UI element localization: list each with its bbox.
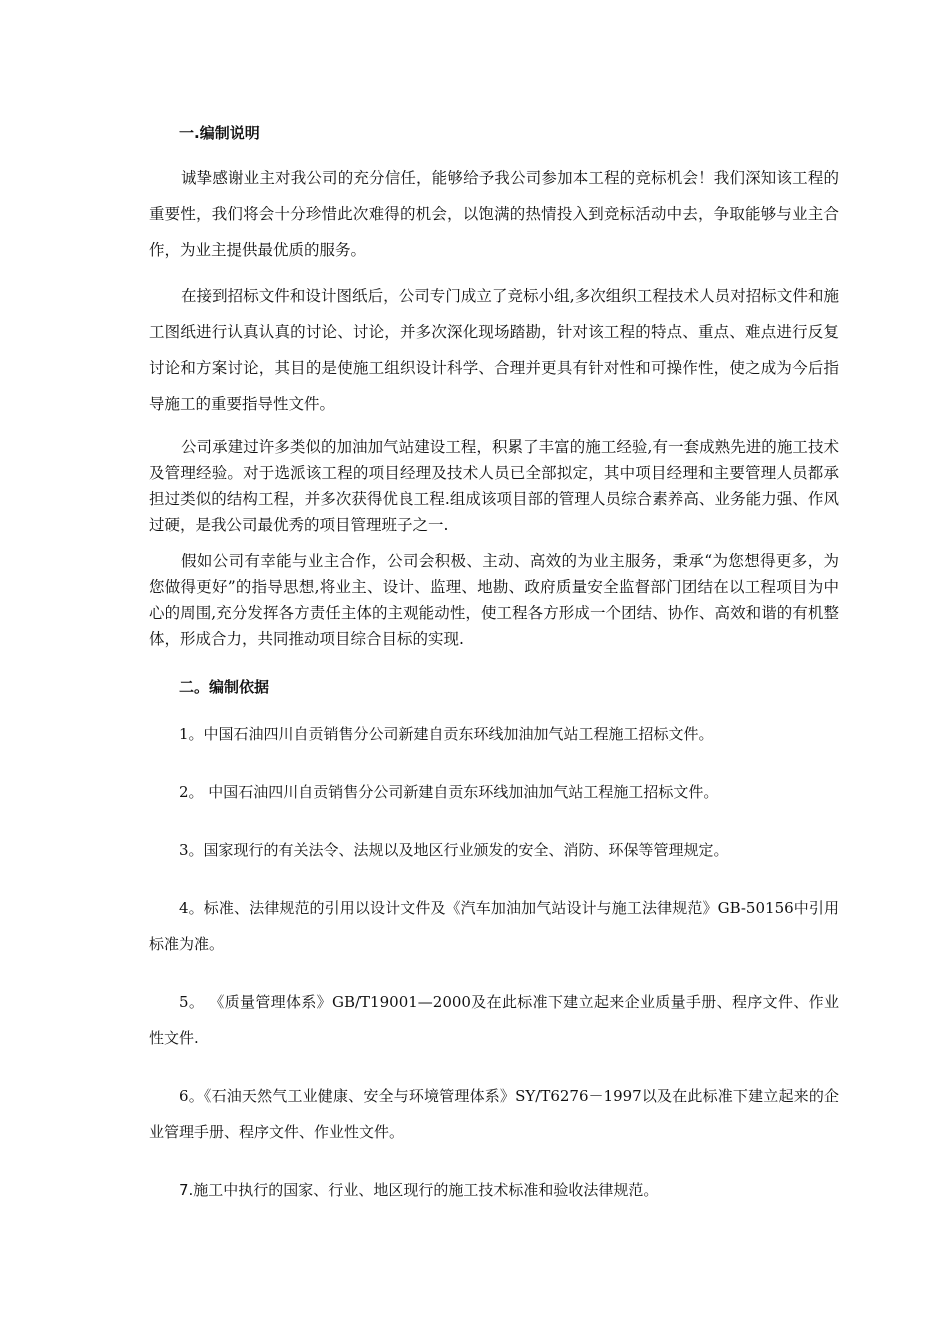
basis-item-5: 5。 《质量管理体系》GB/T19001—2000及在此标准下建立起来企业质量手册、程序文件、作业性文件. xyxy=(149,993,839,1047)
basis-item-3: 3。国家现行的有关法令、法规以及地区行业颁发的安全、消防、环保等管理规定。 xyxy=(179,841,729,859)
basis-item-7: 7.施工中执行的国家、行业、地区现行的施工技术标准和验收法律规范。 xyxy=(179,1181,659,1199)
paragraph-cooperation: 假如公司有幸能与业主合作，公司会积极、主动、高效的为业主服务，秉承“为您想得更多，为您做得更好”的指导思想,将业主、设计、监理、地勘、政府质量安全监督部门团结在以工程项目为中心的周围,充分发挥各方责任主体的主观能动性，使工程各方形成一个团结、协作、高效和谐的有机整体，形成合力，共同推动项目综合目标的实现. xyxy=(149,552,839,648)
section-heading-compilation-basis: 二。编制依据 xyxy=(179,678,270,696)
basis-item-6: 6。《石油天然气工业健康、安全与环境管理体系》SY/T6276－1997以及在此标准下建立起来的企业管理手册、程序文件、作业性文件。 xyxy=(149,1087,839,1141)
paragraph-company-experience: 公司承建过许多类似的加油加气站建设工程，积累了丰富的施工经验,有一套成熟先进的施工技术及管理经验。对于选派该工程的项目经理及技术人员已全部拟定，其中项目经理和主要管理人员都承担过类似的结构工程，并多次获得优良工程.组成该项目部的管理人员综合素养高、业务能力强、作风过硬，是我公司最优秀的项目管理班子之一. xyxy=(149,438,839,534)
section-heading-compilation-notes: 一.编制说明 xyxy=(179,124,260,142)
basis-item-2: 2。 中国石油四川自贡销售分公司新建自贡东环线加油加气站工程施工招标文件。 xyxy=(179,783,719,801)
document-content xyxy=(149,118,839,1208)
paragraph-gratitude: 诚挚感谢业主对我公司的充分信任，能够给予我公司参加本工程的竞标机会！我们深知该工程的重要性，我们将会十分珍惜此次难得的机会，以饱满的热情投入到竞标活动中去，争取能够与业主合作，为业主提供最优质的服务。 xyxy=(149,169,839,259)
basis-item-1: 1。中国石油四川自贡销售分公司新建自贡东环线加油加气站工程施工招标文件。 xyxy=(179,725,714,743)
paragraph-bid-preparation: 在接到招标文件和设计图纸后，公司专门成立了竞标小组,多次组织工程技术人员对招标文件和施工图纸进行认真认真的讨论、讨论，并多次深化现场踏勘，针对该工程的特点、重点、难点进行反复讨论和方案讨论，其目的是使施工组织设计科学、合理并更具有针对性和可操作性，使之成为今后指导施工的重要指导性文件。 xyxy=(149,287,839,413)
basis-item-4: 4。标准、法律规范的引用以设计文件及《汽车加油加气站设计与施工法律规范》GB-50156中引用标准为准。 xyxy=(149,899,839,953)
